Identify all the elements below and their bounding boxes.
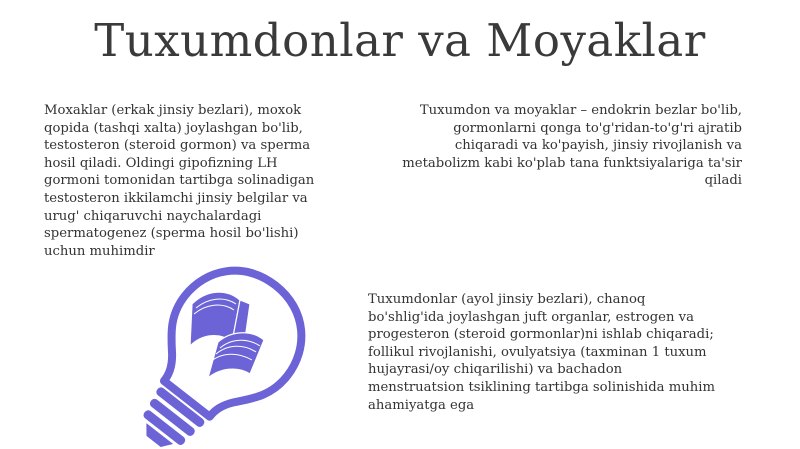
ovaries-text: Tuxumdonlar (ayol jinsiy bezlari), chanoq bo'shlig'ida joylashgan juft organlar, estrogen va progesteron (steroid gormonlar)ni ishlab chiqaradi; follikul rivojlanishi, ovulyatsiya (taxminan 1 tuxum hujayrasi/oy chiqarilishi) va bachadon menstruatsion tsiklining tartibga solinishida muhim ahamiyatga ega (368, 292, 715, 413)
intro-text: Tuxumdon va moyaklar – endokrin bezlar bo'lib, gormonlarni qonga to'g'ridan-to'g'ri ajratib chiqaradi va ko'payish, jinsiy rivojlanish va metabolizm kabi ko'plab tana funktsiyalariga ta'sir qiladi (402, 103, 742, 189)
lightbulb-book-icon (140, 250, 310, 449)
slide-title: Tuxumdonlar va Moyaklar (94, 14, 706, 67)
testes-text: Moxaklar (erkak jinsiy bezlari), moxok qopida (tashqi xalta) joylashgan bo'lib, testosteron (steroid gormon) va sperma hosil qiladi. Oldingi gipofizning LH gormoni tomonidan tartibga solinadigan testosteron ikkilamchi jinsiy belgilar va urug' chiqaruvchi naychalardagi spermatogenez (sperma hosil bo'lishi) uchun muhimdir (44, 103, 315, 259)
